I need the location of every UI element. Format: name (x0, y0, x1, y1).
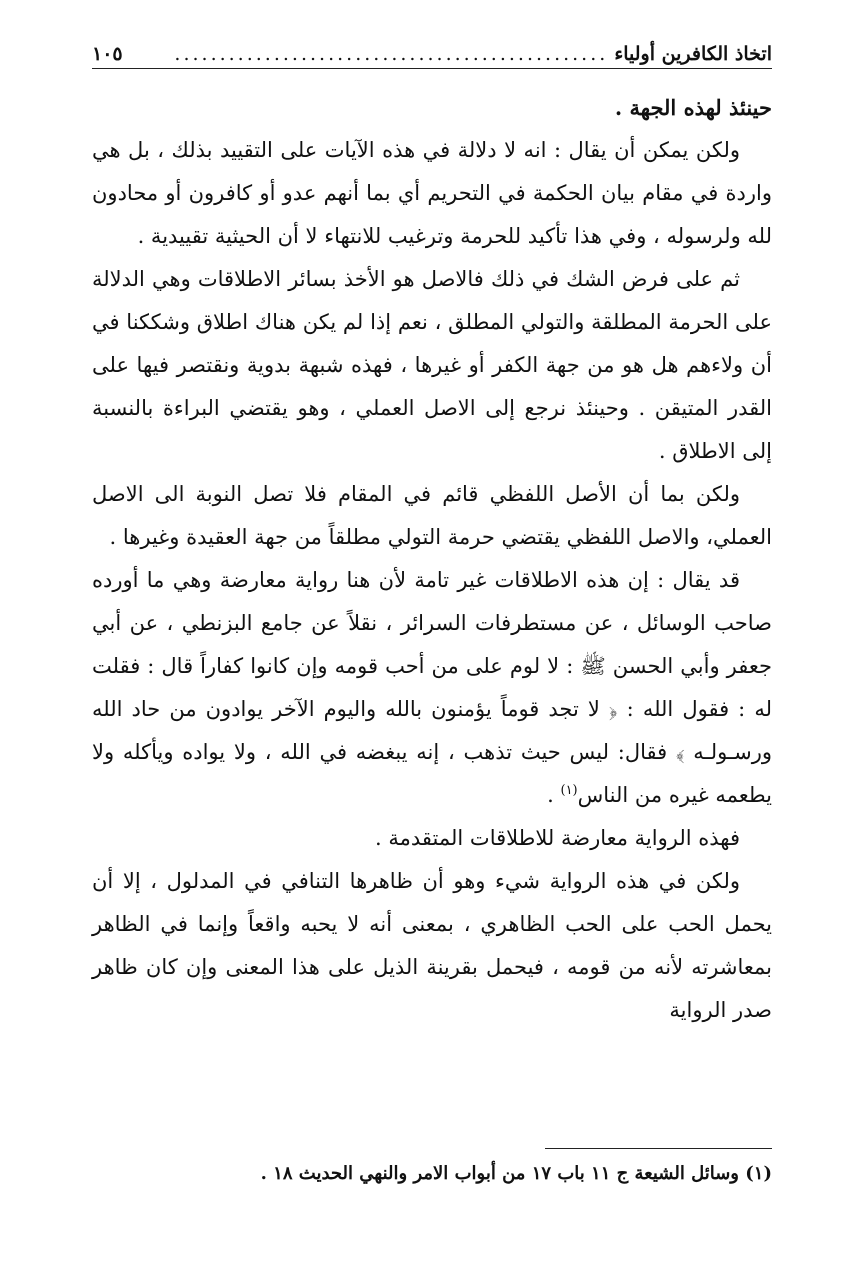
paragraph-5-end: . (547, 783, 561, 807)
body-text (92, 86, 772, 1032)
paragraph-5 (92, 559, 772, 817)
header-title: اتخاذ الكافرين أولياء (614, 43, 772, 65)
paragraph-7: ولكن في هذه الرواية شيء وهو أن ظاهرها التنافي في المدلول ، إلا أن يحمل الحب على الحب الظاهري ، بمعنى أنه لا يحبه واقعاً وإنما في الظاهر بمعاشرته لأنه من قومه ، فيحمل بقرينة الذيل على هذا المعنى وإن كان ظاهر صدر الرواية (92, 869, 772, 1022)
paragraph-5-text: قد يقال : إن هذه الاطلاقات غير تامة لأن هنا رواية معارضة وهي ما أورده صاحب الوسائل ، عن مستطرفات السرائر ، نقلاً عن جامع البزنطي ، عن أبي جعفر وأبي الحسن ﷺ : لا لوم على من أحب قومه وإن كانوا كفاراً قال : فقلت له : فقول الله : ﴿ لا تجد قوماً يؤمنون بالله واليوم الآخر يوادون من حاد الله ورسـولـه ﴾ فقال: ليس حيث تذهب ، إنه يبغضه في الله ، ولا يواده ويأكله ولا يطعمه غيره من الناس (92, 568, 772, 807)
running-header (92, 36, 772, 66)
header-leader-dots: ................................................ (174, 43, 609, 65)
header-rule (92, 68, 772, 69)
paragraph-4: ولكن بما أن الأصل اللفظي قائم في المقام فلا تصل النوبة الى الاصل العملي، والاصل اللفظي يقتضي حرمة التولي مطلقاً من جهة العقيدة وغيرها . (92, 482, 772, 549)
paragraph-2: ولكن يمكن أن يقال : انه لا دلالة في هذه الآيات على التقييد بذلك ، بل هي واردة في مقام بيان الحكمة في التحريم أي بما أنهم عدو أو كافرون أو محادون لله ولرسوله ، وفي هذا تأكيد للحرمة وترغيب للانتهاء لا أن الحيثية تقييدية . (92, 138, 772, 248)
paragraph-1: حينئذ لهذه الجهة . (614, 95, 772, 120)
page-number: ١٠٥ (92, 43, 123, 65)
footnote-reference: (١) (560, 783, 578, 798)
paragraph-6: فهذه الرواية معارضة للاطلاقات المتقدمة . (375, 826, 740, 850)
footnote-rule (545, 1148, 772, 1149)
footnote: (١) وسائل الشيعة ج ١١ باب ١٧ من أبواب الامر والنهي الحديث ١٨ . (260, 1163, 772, 1184)
paragraph-3: ثم على فرض الشك في ذلك فالاصل هو الأخذ بسائر الاطلاقات وهي الدلالة على الحرمة المطلقة والتولي المطلق ، نعم إذا لم يكن هناك اطلاق وشككنا في أن ولاءهم هل هو من جهة الكفر أو غيرها ، فهذه شبهة بدوية ونقتصر فيها على القدر المتيقن . وحينئذ نرجع إلى الاصل العملي ، وهو يقتضي البراءة بالنسبة إلى الاطلاق . (92, 267, 772, 463)
